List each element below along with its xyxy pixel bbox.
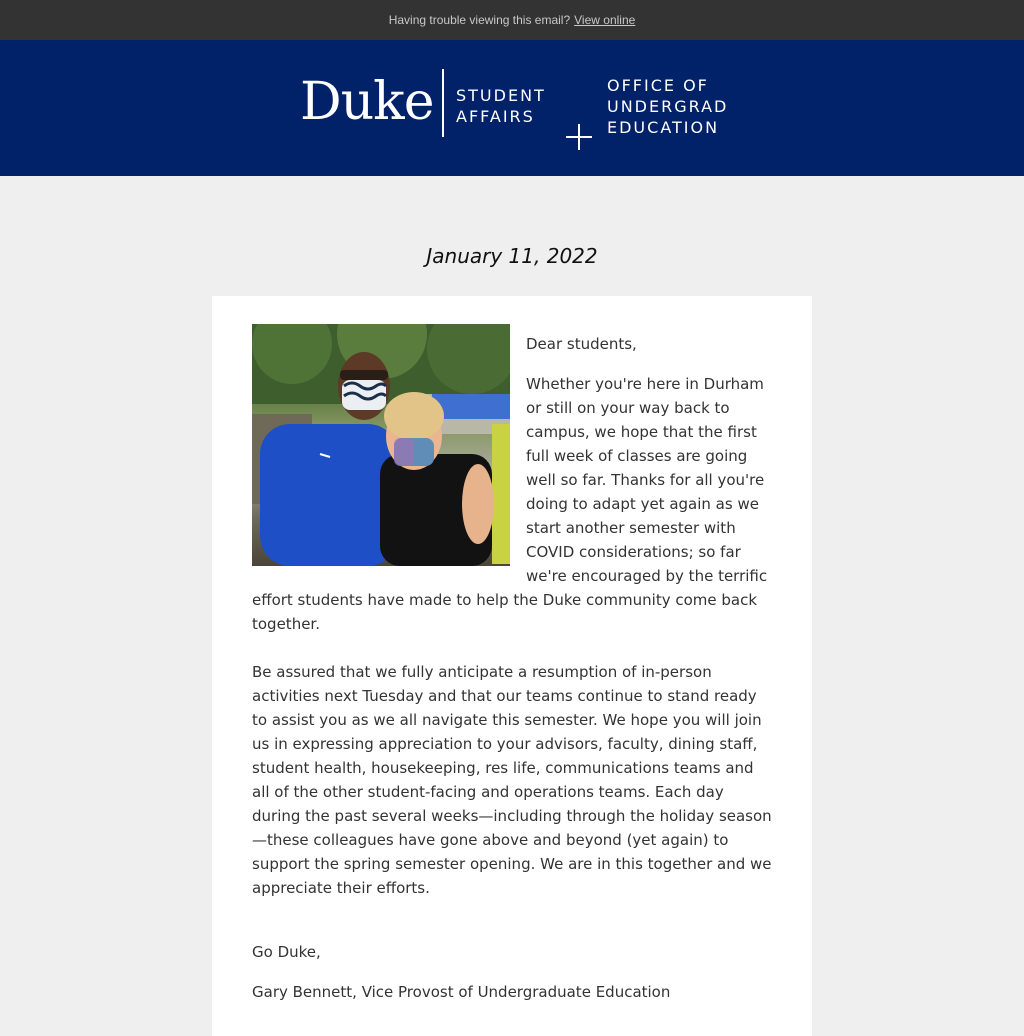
staff-photo-illustration	[252, 324, 510, 566]
undergrad-education-logo-text	[607, 75, 728, 138]
plus-icon	[566, 124, 592, 150]
body-paragraph-2: Be assured that we fully anticipate a resumption of in-person activities next Tuesday and that our teams continue to stand ready to assist you as we all navigate this semester. We hope you will join us in expressing appreciation to your advisors, faculty, dining staff, student health, housekeeping, res life, communications teams and all of the other student-facing and operations teams. Each day during the past several weeks—including through the holiday season—these colleagues have gone above and beyond (yet again) to support the spring semester opening. We are in this together and we appreciate their efforts.	[252, 663, 772, 897]
student-affairs-logo-text	[456, 85, 546, 127]
duke-logo-wordmark: Duke	[300, 72, 434, 132]
logo-divider	[442, 69, 444, 137]
email-content	[252, 324, 772, 1020]
staff-photo	[252, 324, 510, 566]
student-affairs-line2: AFFAIRS	[456, 107, 535, 126]
email-date: January 11, 2022	[426, 244, 598, 268]
body-paragraph-1: Whether you're here in Durham or still on your way back to campus, we hope that the first full week of classes are going well so far. Thanks for all you're doing to adapt yet again as we start another semester with COVID considerations; so far we're encouraged by the terrific effort students have made to help the Duke community come back together.	[252, 375, 768, 633]
email-preheader-bar	[0, 0, 1024, 40]
student-affairs-line1: STUDENT	[456, 86, 546, 105]
email-body-card	[212, 296, 812, 1036]
greeting-text: Dear students,	[526, 335, 637, 353]
oue-line3: EDUCATION	[607, 118, 720, 137]
oue-line1: OFFICE OF	[607, 76, 709, 95]
closing-text: Go Duke,	[252, 943, 321, 961]
trouble-viewing-text: Having trouble viewing this email?	[388, 13, 571, 27]
header-banner	[0, 40, 1024, 176]
oue-line2: UNDERGRAD	[607, 97, 729, 116]
signature-text: Gary Bennett, Vice Provost of Undergraduate Education	[252, 983, 671, 1001]
view-online-link[interactable]: View online	[574, 13, 636, 27]
